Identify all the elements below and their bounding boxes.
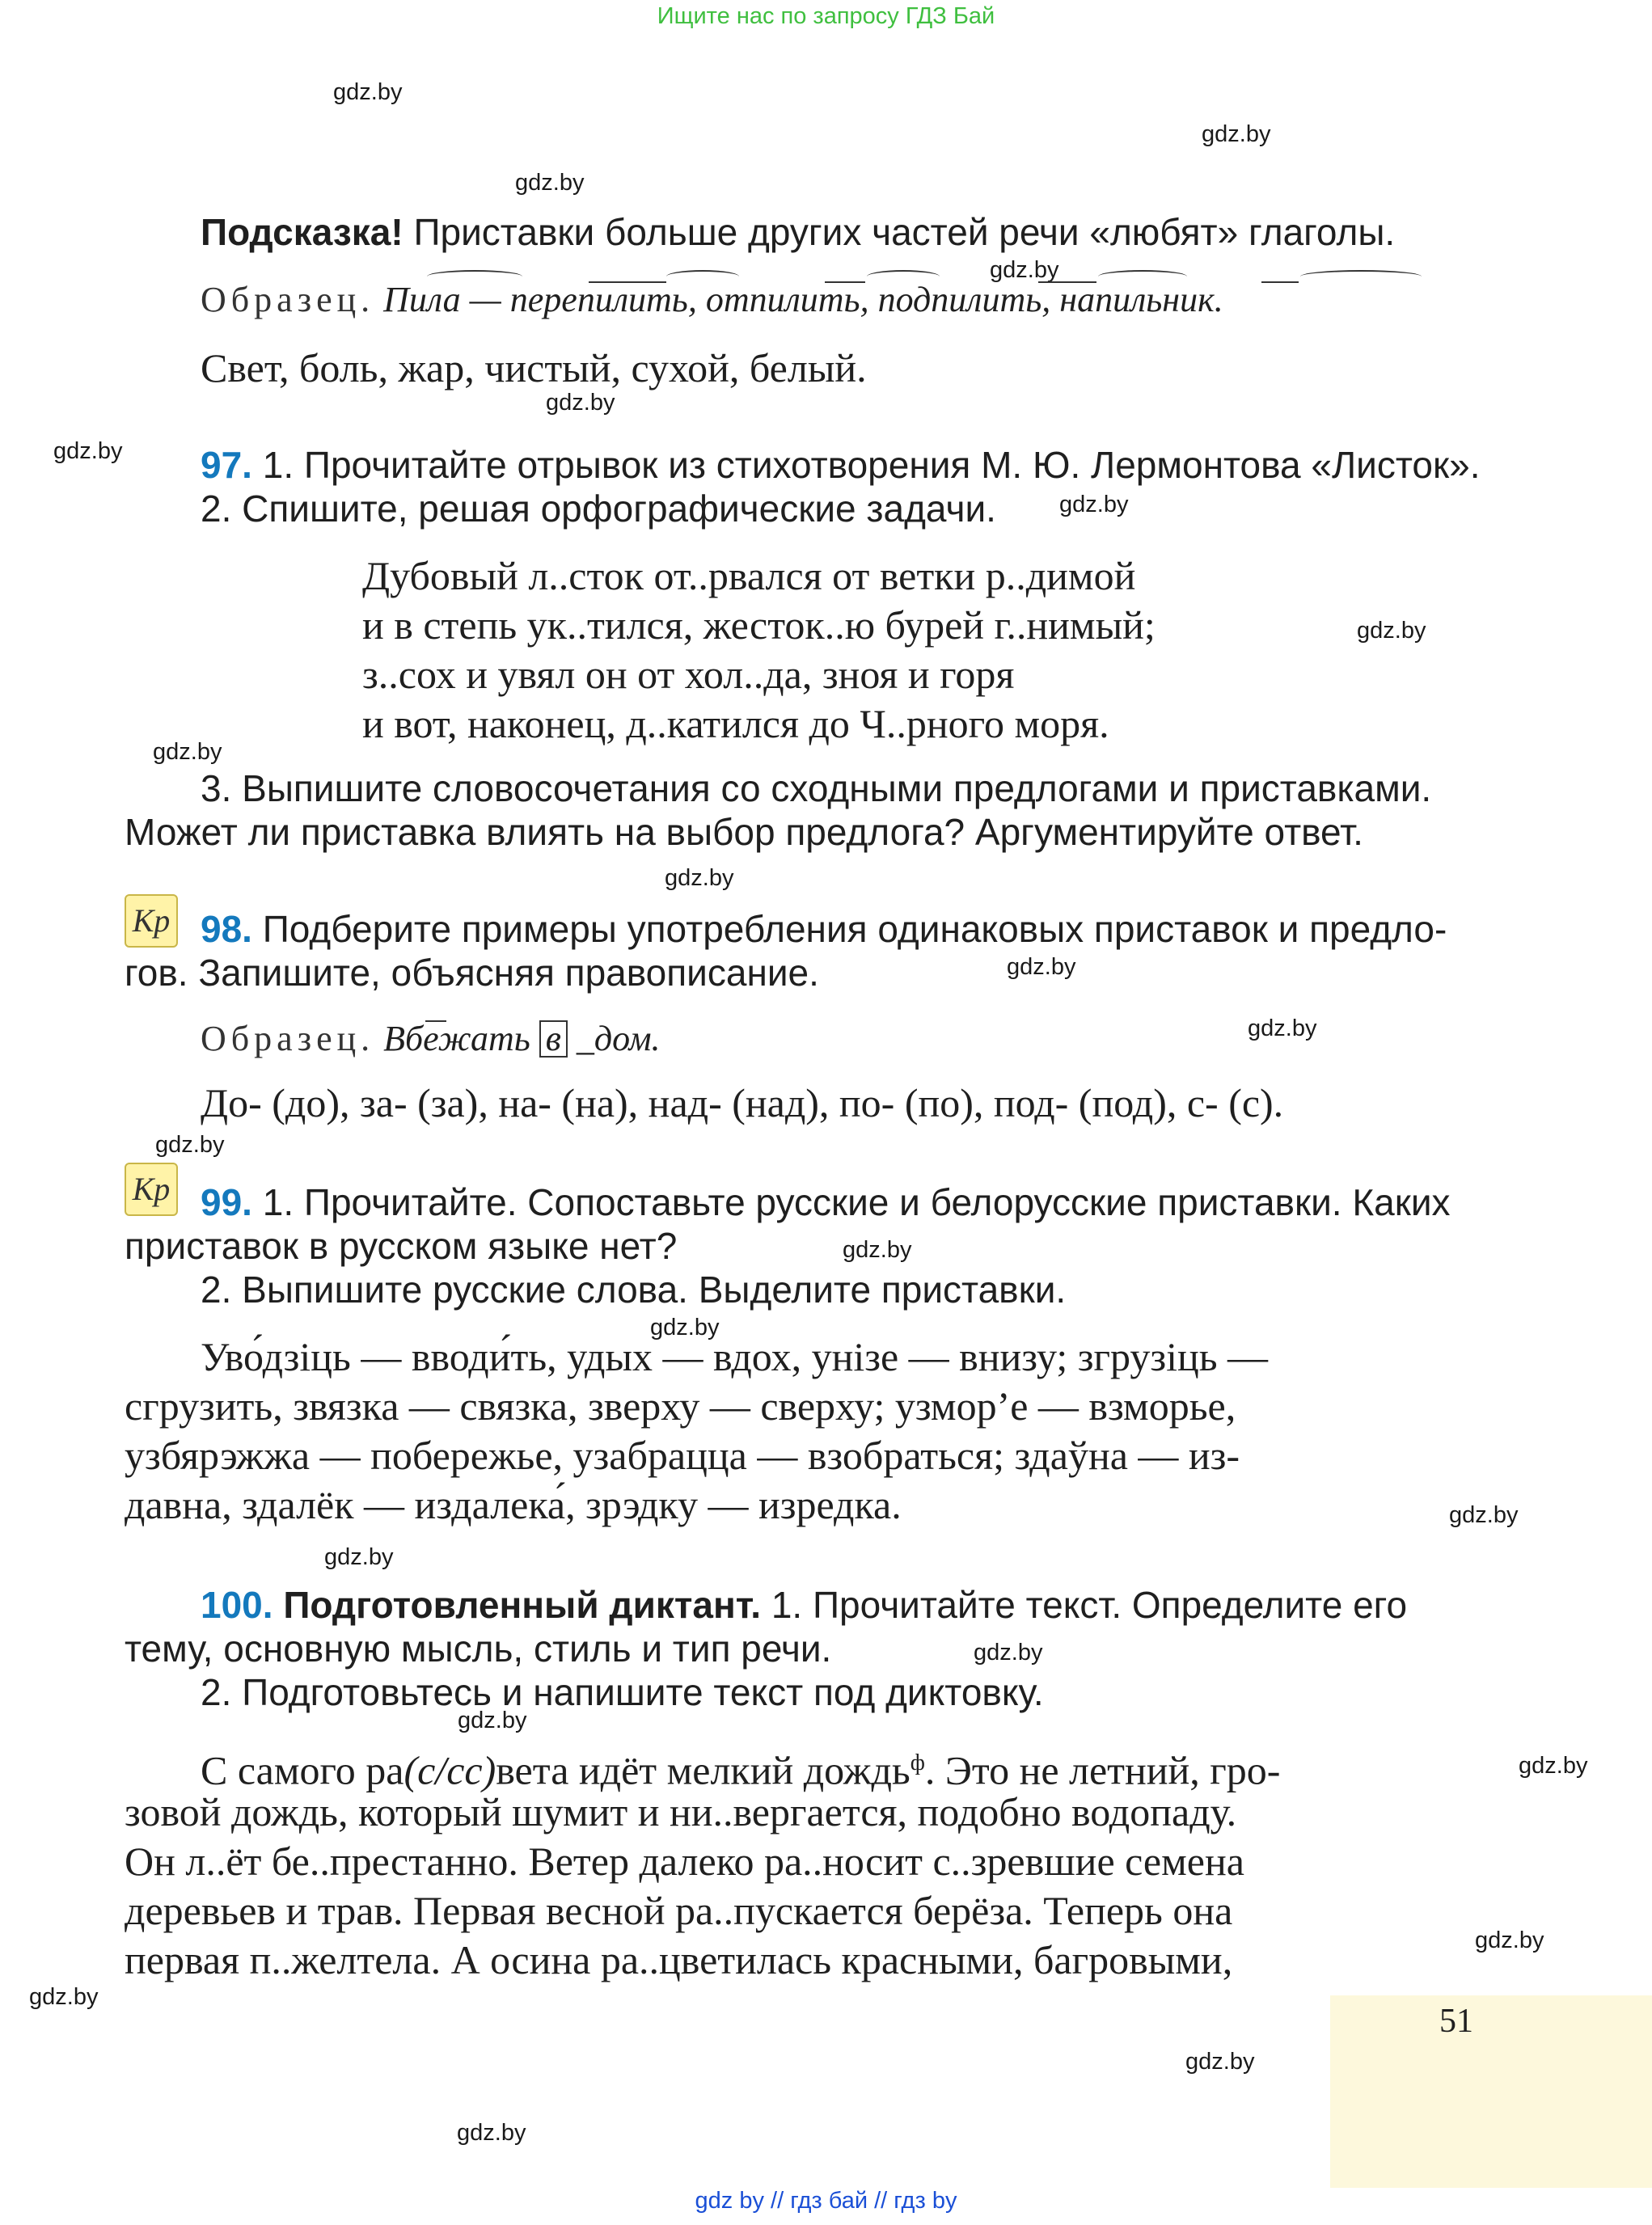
ex99-text-line: сгрузить, звязка — связка, зверху — сверху; узмор’е — взморье,	[125, 1383, 1236, 1429]
watermark: gdz.by	[153, 739, 222, 765]
ex100-task1: 1. Прочитайте текст. Определите его	[771, 1584, 1408, 1626]
control-task-icon: Кр	[125, 1163, 178, 1216]
root-arc	[427, 270, 522, 283]
prefix-mark	[825, 281, 865, 283]
poem-line: з..сох и увял он от хол..да, зноя и горя	[362, 652, 1015, 697]
dictation-text: С самого ра	[201, 1747, 404, 1793]
words-line: Свет, боль, жар, чистый, сухой, белый.	[201, 345, 867, 391]
root-arc	[1098, 270, 1187, 283]
sample1-label: Образец.	[201, 280, 375, 319]
ex100-title: Подготовленный диктант.	[283, 1584, 762, 1626]
dictation-line: первая п..желтела. А осина ра..цветилась красными, багровыми,	[125, 1937, 1233, 1982]
watermark: gdz.by	[324, 1544, 394, 1570]
watermark: gdz.by	[458, 1708, 527, 1733]
sample2-rest: _дом.	[576, 1019, 661, 1058]
hint-line	[201, 210, 1494, 254]
ex99-number: 99.	[201, 1181, 252, 1223]
ex99-task1: 1. Прочитайте. Сопоставьте русские и белорусские приставки. Каких	[262, 1181, 1451, 1223]
prefix-mark	[589, 281, 666, 283]
root-arc	[666, 270, 739, 283]
hint-text: Приставки больше других частей речи «любят» глаголы.	[413, 211, 1396, 253]
ex98-number: 98.	[201, 908, 252, 950]
root-arc	[1300, 270, 1422, 283]
ex97-task2: 2. Спишите, решая орфографические задачи.	[201, 488, 996, 530]
ex97-line1	[201, 443, 1494, 487]
page-number: 51	[1439, 2003, 1473, 2040]
sample2-boxed-preposition: в	[539, 1020, 568, 1058]
poem-line: и вот, наконец, д..катился до Ч..рного моря.	[362, 701, 1109, 746]
ex98-line1	[201, 907, 1494, 951]
ex100-number: 100.	[201, 1584, 273, 1626]
ex99-text-line: Уво́дзіць — вводи́ть, удых — вдох, унізе — внизу; згрузіць —	[201, 1334, 1269, 1379]
watermark: gdz.by	[29, 1984, 99, 2010]
watermark: gdz.by	[665, 865, 734, 891]
page-corner	[1330, 1995, 1652, 2188]
watermark: gdz.by	[843, 1237, 912, 1263]
spelling-choice: (с/сс)	[403, 1747, 496, 1793]
ex99-line1	[201, 1180, 1510, 1224]
watermark: gdz.by	[1059, 492, 1129, 517]
prefix-list: До- (до), за- (за), на- (на), над- (над), по- (по), под- (под), с- (с).	[201, 1080, 1284, 1125]
dictation-line: зовой дождь, который шумит и ни..вергается, подобно водопаду.	[125, 1789, 1237, 1834]
ex100-task2: 2. Подготовьтесь и напишите текст под диктовку.	[201, 1671, 1044, 1713]
sample2-word: Вбежать	[383, 1019, 530, 1058]
watermark: gdz.by	[53, 438, 123, 464]
watermark: gdz.by	[1248, 1015, 1317, 1041]
watermark: gdz.by	[974, 1640, 1043, 1666]
dictation-text: . Это не летний, гро-	[924, 1747, 1281, 1793]
ex98-task: Подберите примеры употребления одинаковых приставок и предло-	[262, 908, 1447, 950]
dictation-line: деревьев и трав. Первая весной ра..пускается берёза. Теперь она	[125, 1888, 1233, 1933]
dictation-text: вета идёт мелкий дождь	[496, 1747, 911, 1793]
watermark: gdz.by	[1007, 954, 1076, 980]
root-arc	[867, 270, 940, 283]
watermark: gdz.by	[990, 257, 1059, 283]
ex100-line1	[201, 1583, 1527, 1627]
watermark: gdz.by	[1185, 2049, 1255, 2075]
watermark: gdz.by	[457, 2120, 526, 2146]
watermark: gdz.by	[650, 1315, 720, 1340]
ex100-task1-cont: тему, основную мысль, стиль и тип речи.	[125, 1628, 832, 1670]
ex99-task2: 2. Выпишите русские слова. Выделите приставки.	[201, 1269, 1067, 1311]
watermark: gdz.by	[546, 390, 615, 416]
watermark: gdz.by	[515, 170, 585, 196]
ex97-task3: 3. Выпишите словосочетания со сходными предлогами и приставками.	[201, 767, 1432, 809]
prefix-mark	[1261, 281, 1299, 283]
ex97-task1: 1. Прочитайте отрывок из стихотворения М. Ю. Лермонтова «Листок».	[262, 444, 1481, 486]
footnote-mark: ф	[910, 1750, 925, 1775]
control-task-icon: Кр	[125, 894, 178, 948]
sample2-label: Образец.	[201, 1019, 375, 1058]
ex97-number: 97.	[201, 444, 252, 486]
watermark: gdz.by	[155, 1132, 225, 1158]
ex97-task3-cont: Может ли приставка влиять на выбор предлога? Аргументируйте ответ.	[125, 811, 1363, 853]
prefix-mark	[1038, 281, 1096, 283]
ex99-text-line: давна, здалёк — издалека́, зрэдку — изредка.	[125, 1482, 902, 1527]
watermark: gdz.by	[333, 79, 403, 105]
watermark: gdz.by	[1202, 121, 1271, 147]
bottom-links[interactable]: gdz by // гдз бай // гдз by	[695, 2188, 957, 2214]
top-banner[interactable]: Ищите нас по запросу ГДЗ Бай	[657, 3, 995, 29]
hint-label: Подсказка!	[201, 211, 403, 253]
ex99-task1-cont: приставок в русском языке нет?	[125, 1225, 678, 1267]
watermark: gdz.by	[1475, 1927, 1544, 1953]
dictation-line: Он л..ёт бе..престанно. Ветер далеко ра..носит с..зревшие семена	[125, 1839, 1244, 1884]
watermark: gdz.by	[1519, 1753, 1588, 1779]
poem-line: и в степь ук..тился, жесток..ю бурей г..нимый;	[362, 602, 1156, 648]
ex98-task-cont: гов. Запишите, объясняя правописание.	[125, 952, 819, 994]
poem-line: Дубовый л..сток от..рвался от ветки р..димой	[362, 553, 1136, 598]
prefix-mark	[425, 1020, 446, 1022]
ex99-text-line: узбярэжжа — побережье, узабрацца — взобраться; здаўна — из-	[125, 1433, 1240, 1478]
watermark: gdz.by	[1449, 1502, 1519, 1528]
watermark: gdz.by	[1357, 618, 1426, 644]
sample1-text: Пила — перепилить, отпилить, подпилить, напильник.	[383, 280, 1223, 319]
